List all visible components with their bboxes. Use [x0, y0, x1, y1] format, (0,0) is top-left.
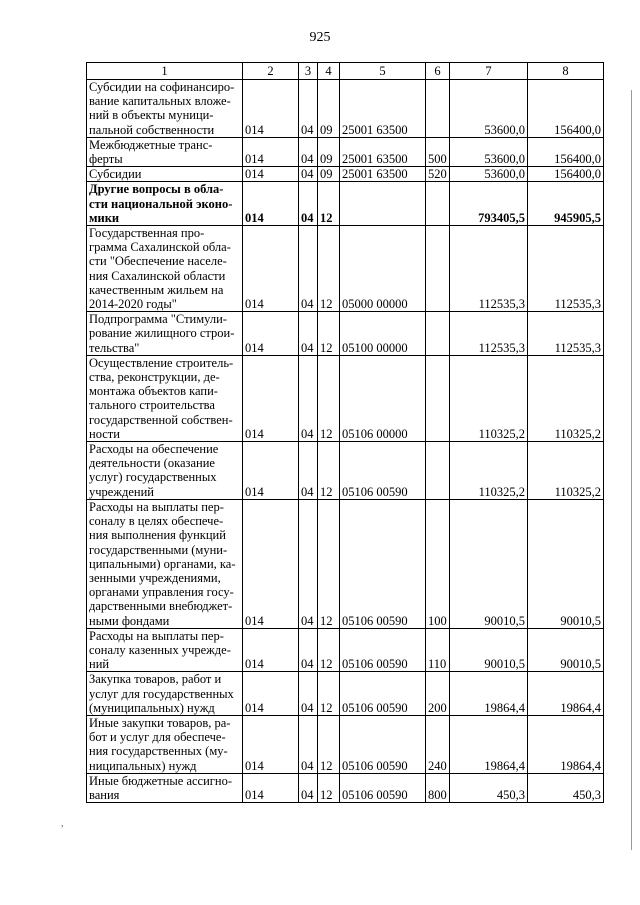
cell-grbs: 014 — [243, 773, 299, 802]
cell-grbs: 014 — [243, 715, 299, 773]
cell-target-article: 05000 00000 — [340, 226, 426, 312]
column-header: 5 — [340, 63, 426, 80]
cell-amount-year2: 945905,5 — [528, 182, 604, 226]
cell-section: 04 — [299, 355, 318, 441]
cell-grbs: 014 — [243, 499, 299, 628]
row-name: Государственная про- грамма Сахалинской обла- сти "Обеспечение населе- ния Сахалинской области качественным жильем на 2014-2020 годы" — [87, 226, 243, 312]
cell-section: 04 — [299, 226, 318, 312]
cell-target-article: 05106 00590 — [340, 499, 426, 628]
cell-target-article: 05106 00000 — [340, 355, 426, 441]
cell-amount-year2: 112535,3 — [528, 312, 604, 356]
cell-amount-year2: 450,3 — [528, 773, 604, 802]
row-name: Субсидии на софинансиро- вание капитальных вложе- ний в объекты муници- пальной собственности — [87, 80, 243, 138]
budget-table — [86, 62, 604, 803]
cell-section: 04 — [299, 182, 318, 226]
cell-subsection: 12 — [318, 442, 340, 500]
cell-subsection: 12 — [318, 628, 340, 672]
row-name: Расходы на выплаты пер- соналу в целях обеспече- ния выполнения функций государственными (муни- ципальными) органами, ка- зенными учреждениями, органами управления госу- дарственными внебюджет- ными фондами — [87, 499, 243, 628]
row-name: Закупка товаров, работ и услуг для государственных (муниципальных) нужд — [87, 672, 243, 716]
column-header: 2 — [243, 63, 299, 80]
cell-section: 04 — [299, 499, 318, 628]
cell-subsection: 12 — [318, 226, 340, 312]
cell-section: 04 — [299, 442, 318, 500]
cell-expense-type: 520 — [426, 167, 450, 182]
cell-amount-year2: 90010,5 — [528, 628, 604, 672]
scan-speck: , — [61, 818, 64, 829]
cell-target-article: 05106 00590 — [340, 442, 426, 500]
cell-amount-year2: 90010,5 — [528, 499, 604, 628]
cell-grbs: 014 — [243, 442, 299, 500]
column-header: 7 — [450, 63, 528, 80]
cell-amount-year1: 450,3 — [450, 773, 528, 802]
cell-amount-year2: 110325,2 — [528, 355, 604, 441]
row-name: Иные закупки товаров, ра- бот и услуг для обеспече- ния государственных (му- ниципальных) нужд — [87, 715, 243, 773]
cell-subsection: 12 — [318, 312, 340, 356]
cell-grbs: 014 — [243, 137, 299, 166]
cell-grbs: 014 — [243, 312, 299, 356]
table-header-row — [87, 63, 604, 80]
cell-target-article: 25001 63500 — [340, 137, 426, 166]
cell-section: 04 — [299, 137, 318, 166]
cell-amount-year1: 53600,0 — [450, 137, 528, 166]
row-name: Подпрограмма "Стимули- рование жилищного строи- тельства" — [87, 312, 243, 356]
column-header: 3 — [299, 63, 318, 80]
cell-amount-year2: 19864,4 — [528, 715, 604, 773]
cell-expense-type: 110 — [426, 628, 450, 672]
cell-grbs: 014 — [243, 226, 299, 312]
cell-target-article: 05106 00590 — [340, 715, 426, 773]
cell-grbs: 014 — [243, 80, 299, 138]
cell-grbs: 014 — [243, 167, 299, 182]
table-row — [87, 312, 604, 356]
row-name: Другие вопросы в обла- сти национальной эконо- мики — [87, 182, 243, 226]
cell-target-article — [340, 182, 426, 226]
cell-section: 04 — [299, 80, 318, 138]
cell-subsection: 12 — [318, 499, 340, 628]
column-header: 8 — [528, 63, 604, 80]
row-name: Расходы на обеспечение деятельности (оказание услуг) государственных учреждений — [87, 442, 243, 500]
cell-expense-type: 240 — [426, 715, 450, 773]
table-row — [87, 355, 604, 441]
cell-section: 04 — [299, 715, 318, 773]
table-row — [87, 137, 604, 166]
cell-section: 04 — [299, 628, 318, 672]
cell-subsection: 12 — [318, 672, 340, 716]
cell-amount-year2: 19864,4 — [528, 672, 604, 716]
cell-amount-year1: 90010,5 — [450, 628, 528, 672]
table-row — [87, 715, 604, 773]
column-header: 6 — [426, 63, 450, 80]
cell-amount-year1: 110325,2 — [450, 355, 528, 441]
cell-expense-type — [426, 312, 450, 356]
cell-subsection: 09 — [318, 137, 340, 166]
cell-expense-type: 100 — [426, 499, 450, 628]
cell-target-article: 05106 00590 — [340, 672, 426, 716]
cell-amount-year1: 19864,4 — [450, 672, 528, 716]
cell-expense-type: 200 — [426, 672, 450, 716]
cell-amount-year1: 112535,3 — [450, 312, 528, 356]
cell-target-article: 25001 63500 — [340, 80, 426, 138]
cell-expense-type — [426, 355, 450, 441]
cell-amount-year1: 53600,0 — [450, 167, 528, 182]
cell-amount-year1: 53600,0 — [450, 80, 528, 138]
cell-subsection: 12 — [318, 715, 340, 773]
scan-edge-line — [631, 90, 632, 850]
cell-amount-year1: 110325,2 — [450, 442, 528, 500]
table-row — [87, 672, 604, 716]
table-row — [87, 80, 604, 138]
cell-grbs: 014 — [243, 672, 299, 716]
table-row — [87, 499, 604, 628]
cell-target-article: 05106 00590 — [340, 628, 426, 672]
table-row — [87, 773, 604, 802]
cell-grbs: 014 — [243, 182, 299, 226]
cell-amount-year2: 156400,0 — [528, 167, 604, 182]
table-row — [87, 442, 604, 500]
cell-section: 04 — [299, 773, 318, 802]
cell-amount-year2: 156400,0 — [528, 80, 604, 138]
table-row — [87, 628, 604, 672]
row-name: Межбюджетные транс- ферты — [87, 137, 243, 166]
cell-expense-type — [426, 182, 450, 226]
cell-expense-type — [426, 226, 450, 312]
cell-target-article: 05106 00590 — [340, 773, 426, 802]
cell-subsection: 09 — [318, 167, 340, 182]
cell-subsection: 12 — [318, 182, 340, 226]
cell-subsection: 12 — [318, 355, 340, 441]
page-number: 925 — [309, 30, 331, 45]
cell-amount-year2: 112535,3 — [528, 226, 604, 312]
table-row — [87, 226, 604, 312]
cell-subsection: 12 — [318, 773, 340, 802]
column-header: 4 — [318, 63, 340, 80]
row-name: Иные бюджетные ассигно- вания — [87, 773, 243, 802]
table-row — [87, 167, 604, 182]
cell-subsection: 09 — [318, 80, 340, 138]
cell-target-article: 05100 00000 — [340, 312, 426, 356]
cell-expense-type: 500 — [426, 137, 450, 166]
cell-section: 04 — [299, 672, 318, 716]
cell-expense-type — [426, 80, 450, 138]
cell-amount-year1: 793405,5 — [450, 182, 528, 226]
cell-section: 04 — [299, 312, 318, 356]
cell-amount-year1: 112535,3 — [450, 226, 528, 312]
cell-amount-year2: 110325,2 — [528, 442, 604, 500]
row-name: Осуществление строитель- ства, реконструкции, де- монтажа объектов капи- тального строительства государственной собствен- ности — [87, 355, 243, 441]
cell-grbs: 014 — [243, 628, 299, 672]
column-header: 1 — [87, 63, 243, 80]
cell-section: 04 — [299, 167, 318, 182]
row-name: Расходы на выплаты пер- соналу казенных учрежде- ний — [87, 628, 243, 672]
cell-grbs: 014 — [243, 355, 299, 441]
cell-amount-year1: 90010,5 — [450, 499, 528, 628]
row-name: Субсидии — [87, 167, 243, 182]
cell-expense-type: 800 — [426, 773, 450, 802]
cell-amount-year1: 19864,4 — [450, 715, 528, 773]
cell-target-article: 25001 63500 — [340, 167, 426, 182]
table-row — [87, 182, 604, 226]
cell-amount-year2: 156400,0 — [528, 137, 604, 166]
cell-expense-type — [426, 442, 450, 500]
